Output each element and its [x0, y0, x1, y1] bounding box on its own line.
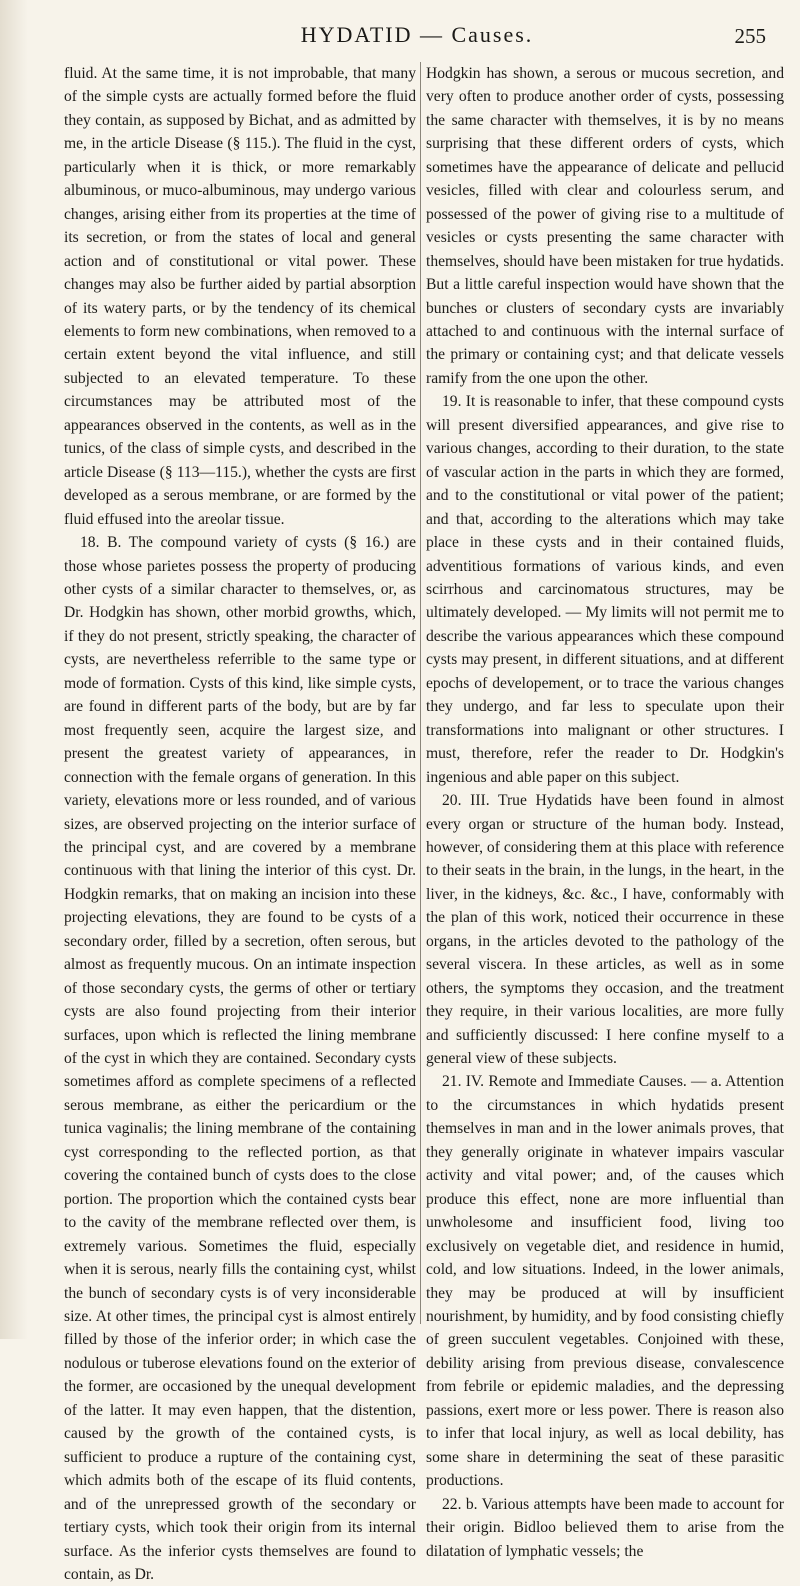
paragraph: 22. b. Various attempts have been made to account for their origin. Bidloo believed them to arise from the dilatation of lymphatic vessels; the [426, 1495, 784, 1560]
paragraph: 19. It is reasonable to infer, that these compound cysts will present diversified appearances, and give rise to various changes, according to their duration, to the state of vascular action in the parts in which they are formed, and to the constitutional or vital power of the patient; and that, according to the alterations which may take place in these cysts and in their contained fluids, adventitious formations of various kinds, and even scirrhous and carcinomatous structures, may be ultimately developed. — My limits will not permit me to describe the various appearances which these compound cysts may present, in different situations, and at different epochs of developement, or to trace the various changes they undergo, and far less to speculate upon their transformations into malignant or other structures. I must, therefore, refer the reader to Dr. Hodgkin's ingenious and able paper on this subject. [426, 393, 784, 786]
running-head: HYDATID — Causes. [300, 22, 534, 47]
paragraph: Hodgkin has shown, a serous or mucous secretion, and very often to produce another order of cysts, possessing the same character with themselves, it is by no means surprising that these different orders of cysts, which sometimes have the appearance of delicate and pellucid vesicles, filled with clear and colourless serum, and possessed of the power of giving rise to a multitude of vesicles or cysts presenting the same character with themselves, should have been mistaken for true hydatids. But a little careful inspection would have shown that the bunches or clusters of secondary cysts are invariably attached to and continuous with the internal surface of the primary or containing cyst; and that delicate vessels ramify from the one upon the other. [426, 65, 784, 387]
page-number: 255 [734, 24, 766, 48]
left-column [64, 62, 416, 1586]
column-divider [420, 62, 421, 1324]
paragraph: 20. III. True Hydatids have been found in almost every organ or structure of the human body. Instead, however, of considering them at this place with reference to their seats in the brain, in the lungs, in the heart, in the liver, in the kidneys, &c. &c., I have, conformably with the plan of this work, noticed their occurrence in these organs, in the articles devoted to the pathology of the several viscera. In these articles, as well as in some others, the symptoms they occasion, and the treatment they require, in their various localities, are more fully and sufficiently discussed: I here confine myself to a general view of these subjects. [426, 792, 784, 1068]
page-edge-shadow [0, 0, 28, 1339]
paragraph: 21. IV. Remote and Immediate Causes. — a. Attention to the circumstances in which hydatids present themselves in man and in the lower animals proves, that they generally originate in whatever impairs vascular activity and vital power; and, of the causes which produce this effect, none are more influential than unwholesome and insufficient food, living too exclusively on vegetable diet, and residence in humid, cold, and low situations. Indeed, in the lower animals, they may be produced at will by insufficient nourishment, by humidity, and by food consisting chiefly of green succulent vegetables. Conjoined with these, debility arising from previous disease, convalescence from febrile or epidemic maladies, and the depressing passions, exert more or less power. There is reason also to infer that local injury, as well as local debility, has some share in determining the seat of these parasitic productions. [426, 1073, 784, 1490]
right-column [426, 62, 784, 1563]
paragraph: 18. B. The compound variety of cysts (§ 16.) are those whose parietes possess the property of producing other cysts of a similar character to themselves, or, as Dr. Hodgkin has shown, other morbid growths, which, if they do not present, strictly speaking, the character of cysts, are nevertheless referrible to the same type or mode of formation. Cysts of this kind, like simple cysts, are found in different parts of the body, but are by far most frequently seen, acquire the largest size, and present the greatest variety of appearances, in connection with the female organs of generation. In this variety, elevations more or less rounded, and of various sizes, are observed projecting on the interior surface of the principal cyst, and are covered by a membrane continuous with that lining the interior of this cyst. Dr. Hodgkin remarks, that on making an incision into these projecting elevations, they are found to be cysts of a secondary order, filled by a secretion, often serous, but almost as frequently mucous. On an intimate inspection of those secondary cysts, the germs of other or tertiary cysts are also found projecting from their interior surfaces, upon which is reflected the lining membrane of the cyst in which they are contained. Secondary cysts sometimes afford as complete specimens of a reflected serous membrane, as either the pericardium or the tunica vaginalis; the lining membrane of the containing cyst corresponding to the reflected portion, as that covering the contained bunch of cysts does to the close portion. The proportion which the contained cysts bear to the cavity of the membrane reflected over them, is extremely various. Sometimes the fluid, especially when it is serous, nearly fills the containing cyst, whilst the bunch of secondary cysts is of very inconsiderable size. At other times, the principal cyst is almost entirely filled by those of the inferior order; in which case the nodulous or tuberose elevations found on the exterior of the former, are occasioned by the unequal development of the latter. It may even happen, that the distention, caused by the growth of the contained cysts, is sufficient to produce a rupture of the containing cyst, which admits both of the escape of its fluid contents, and of the unrepressed growth of the secondary or tertiary cysts, which took their origin from its internal surface. As the inferior cysts themselves are found to contain, as Dr. [64, 534, 416, 1583]
paragraph: fluid. At the same time, it is not improbable, that many of the simple cysts are actually formed before the fluid they contain, as supposed by Bichat, and as admitted by me, in the article Disease (§ 115.). The fluid in the cyst, particularly when it is thick, or more remarkably albuminous, or muco-albuminous, may undergo various changes, arising either from its properties at the time of its secretion, or from the states of local and general action and of constitutional or vital power. These changes may also be further aided by partial absorption of its watery parts, or by the tendency of its chemical elements to form new combinations, when removed to a certain extent beyond the vital influence, and still subjected to an elevated temperature. To these circumstances may be attributed most of the appearances observed in the contents, as well as in the tunics, of the class of simple cysts, and described in the article Disease (§ 113—115.), whether the cysts are first developed as a serous membrane, or are formed by the fluid effused into the areolar tissue. [64, 65, 416, 528]
page-header [60, 22, 774, 52]
